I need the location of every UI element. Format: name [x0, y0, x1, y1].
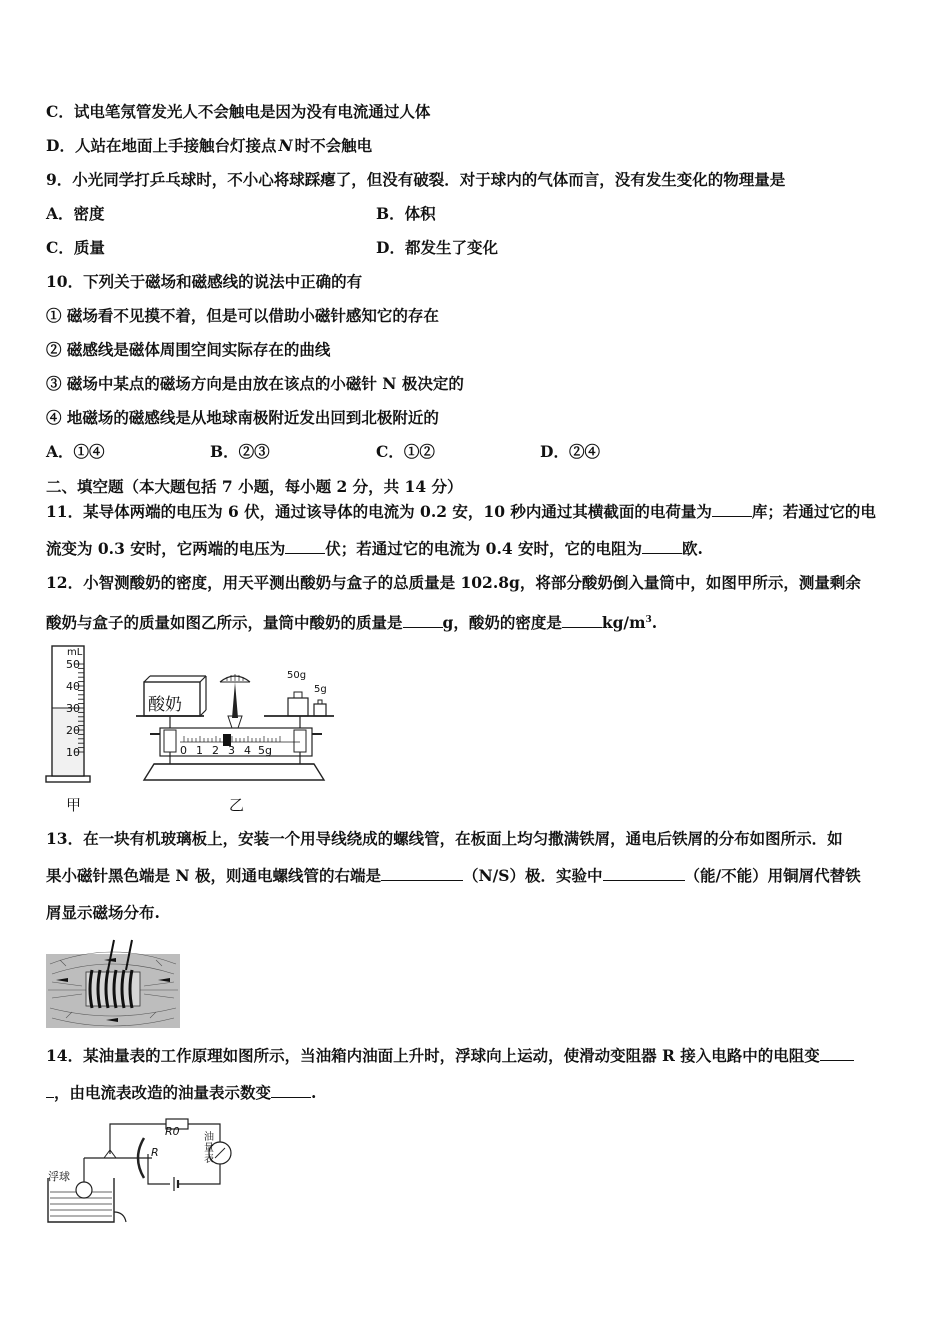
cylinder-tick-40: 40 [66, 680, 80, 693]
scale-tick-5g: 5g [258, 744, 272, 757]
q10-statement-3: ③ 磁场中某点的磁场方向是由放在该点的小磁针 N 极决定的 [46, 374, 464, 393]
q12-unit-exponent: 3 [645, 615, 652, 625]
scale-tick-4: 4 [244, 744, 251, 757]
balance-base [144, 764, 324, 780]
q11-line-2-a: 流变为 0.3 安时，它两端的电压为 [46, 539, 286, 558]
q11-blank-2[interactable] [285, 539, 325, 554]
figure-label-yi: 乙 [229, 796, 245, 814]
q14-blank-2[interactable] [271, 1083, 311, 1098]
q14-line-1 [46, 1046, 854, 1066]
q14-line-1-text: 14．某油量表的工作原理如图所示，当油箱内油面上升时，浮球向上运动，使滑动变阻器 R 接入电路中的电阻变 [46, 1046, 820, 1065]
scale-tick-0: 0 [180, 744, 187, 757]
balance-pointer [232, 682, 238, 718]
q12-line-2-a: 酸奶与盒子的质量如图乙所示，量筒中酸奶的质量是 [46, 613, 403, 633]
q8-option-d-post: 时不会触电 [294, 136, 373, 155]
balance-figure [128, 668, 340, 784]
balance-left-support [164, 730, 176, 752]
q8-option-c: C．试电笔氖管发光人不会触电是因为没有电流通过人体 [46, 102, 431, 121]
q12-line-2-c: kg/m [601, 613, 646, 633]
q13-line-3: 屑显示磁场分布. [46, 903, 160, 922]
q9-option-b: B．体积 [376, 204, 436, 223]
cylinder-tick-20: 20 [66, 724, 80, 737]
q8-option-d [46, 136, 372, 156]
solenoid-figure [46, 934, 180, 1028]
q12-blank-2[interactable] [562, 613, 602, 628]
cylinder-base [46, 776, 90, 782]
scale-tick-3: 3 [228, 744, 235, 757]
q13-blank-1[interactable] [381, 866, 463, 881]
q12-blank-1[interactable] [403, 613, 443, 628]
scale-tick-2: 2 [212, 744, 219, 757]
q11-line-1 [46, 502, 876, 522]
q11-line-1-a: 11．某导体两端的电压为 6 伏，通过该导体的电流为 0.2 安，10 秒内通过其横截面的电荷量为 [46, 502, 712, 521]
q14-line-2-a: ，由电流表改造的油量表示数变 [54, 1083, 272, 1102]
q10-statement-4: ④ 地磁场的磁感线是从地球南极附近发出回到北极附近的 [46, 408, 439, 427]
oil-meter-label: 油量表 [204, 1132, 214, 1165]
q13-blank-2[interactable] [603, 866, 685, 881]
q11-blank-1[interactable] [712, 502, 752, 517]
weight-50g-label: 50g [287, 670, 307, 681]
cylinder-tick-10: 10 [66, 746, 80, 759]
q9-option-c: C．质量 [46, 238, 105, 257]
q13-line-1: 13．在一块有机玻璃板上，安装一个用导线绕成的螺线管，在板面上均匀撒满铁屑，通电后铁屑的分布如图所示．如 [46, 829, 843, 848]
yogurt-box-label: 酸奶 [148, 695, 182, 715]
q10-statement-2: ② 磁感线是磁体周围空间实际存在的曲线 [46, 340, 331, 359]
battery [174, 1177, 178, 1191]
q11-line-2 [46, 539, 703, 559]
q9-stem: 9．小光同学打乒乓球时，不小心将球踩瘪了，但没有破裂．对于球内的气体而言，没有发生变化的物理量是 [46, 170, 786, 189]
q12-line-1: 12．小智测酸奶的密度，用天平测出酸奶与盒子的总质量是 102.8g，将部分酸奶倒入量筒中，如图甲所示，测量剩余 [46, 573, 861, 592]
balance-svg [128, 668, 340, 784]
cylinder-tick-50: 50 [66, 658, 80, 671]
cylinder-liquid [53, 708, 83, 776]
weight-50g [288, 698, 308, 716]
q14-blank-1a[interactable] [820, 1046, 854, 1061]
float-ball-label: 浮球 [48, 1170, 70, 1183]
cylinder-tick-30: 30 [66, 702, 80, 715]
q10-option-c: C．①② [376, 442, 435, 461]
q12-line-2 [46, 610, 657, 633]
q8-option-d-pre: D．人站在地面上手接触台灯接点 [46, 136, 277, 155]
r0-label: R0 [165, 1125, 180, 1138]
q10-option-b: B．②③ [210, 442, 270, 461]
q10-option-a: A．①④ [46, 442, 105, 461]
q11-line-2-c: 欧. [682, 539, 703, 558]
cylinder-unit: mL [67, 647, 83, 658]
q11-blank-3[interactable] [642, 539, 682, 554]
weight-5g-label: 5g [314, 684, 327, 695]
q11-line-1-b: 库；若通过它的电 [751, 502, 876, 521]
q11-line-2-b: 伏；若通过它的电流为 0.4 安时，它的电阻为 [325, 539, 643, 558]
q14-line-2 [46, 1083, 316, 1103]
q13-line-2-a: 果小磁针黑色端是 N 极，则通电螺线管的右端是 [46, 866, 381, 885]
float-ball [76, 1182, 92, 1198]
scale-tick-1: 1 [196, 744, 203, 757]
q10-statement-1: ① 磁场看不见摸不着，但是可以借助小磁针感知它的存在 [46, 306, 439, 325]
balance-right-support [294, 730, 306, 752]
balance-dial-ticks [227, 674, 243, 681]
q10-stem: 10．下列关于磁场和磁感线的说法中正确的有 [46, 272, 363, 291]
q12-line-2-d: . [651, 613, 658, 633]
q8-option-d-var: N [278, 136, 293, 155]
weight-5g [314, 704, 326, 716]
q13-line-2-c: （能/不能）用铜屑代替铁 [684, 866, 861, 885]
r-label: R [151, 1146, 159, 1159]
q13-line-2-b: （N/S）极．实验中 [462, 866, 603, 885]
q14-blank-1b[interactable] [46, 1083, 54, 1098]
figure-label-jia: 甲 [66, 796, 82, 814]
q9-option-d: D．都发生了变化 [376, 238, 498, 257]
q13-line-2 [46, 866, 861, 886]
section2-title: 二、填空题（本大题包括 7 小题，每小题 2 分，共 14 分） [46, 477, 463, 496]
solenoid-svg [46, 934, 180, 1028]
balance-scale-ticks [184, 736, 280, 742]
q12-line-2-b: g，酸奶的密度是 [442, 613, 562, 633]
q9-option-a: A．密度 [46, 204, 105, 223]
q14-line-2-b: . [311, 1083, 317, 1102]
q10-option-d: D．②④ [540, 442, 600, 461]
